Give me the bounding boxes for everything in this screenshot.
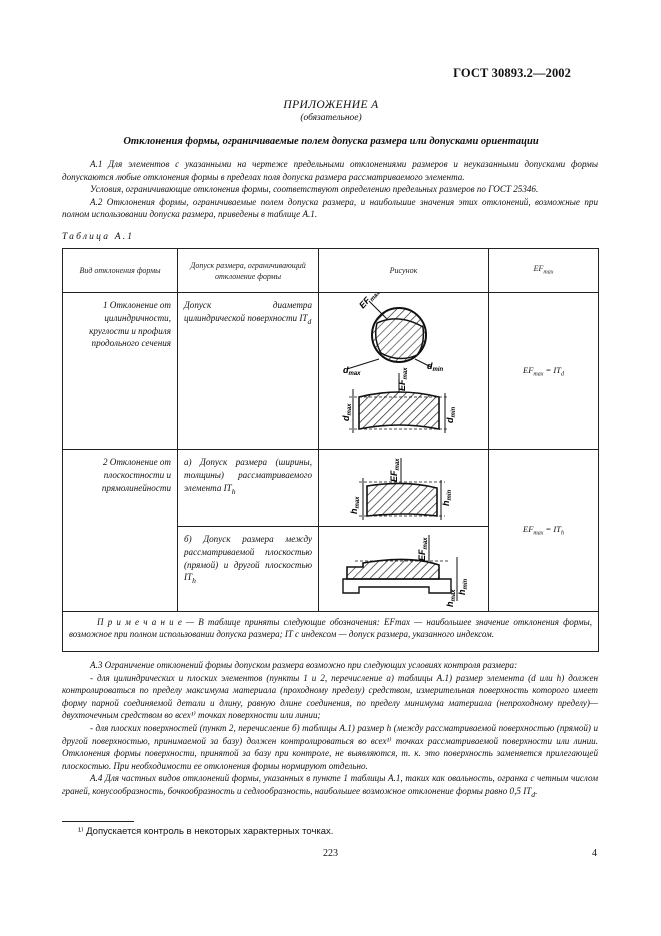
row1-tolerance-sub: d xyxy=(307,316,312,326)
row1-ef-text: EF xyxy=(523,364,534,375)
paragraph-a4-sub: d xyxy=(531,789,536,799)
paragraph-a3-2: - для плоских поверхностей (пункт 2, перечисление б) таблицы А.1) размер h (между рассматриваемой поверхностью (прямой) и другой поверхностью, принимаемой за базу) должен контролироваться во всех¹⁾ точках рассматриваемой поверхности или линии. Отклонения формы поверхности, принятой за базу при контроле, не выявляются, т. к. это поверхность заменяется прилегающей плоскостью. При необходимости ее отклонения формы нормируют отдельно. xyxy=(62,722,598,771)
row1-ef-eq-sub: d xyxy=(560,371,564,378)
footnote: ¹⁾ Допускается контроль в некоторых характерных точках. xyxy=(78,826,334,837)
plate-figure xyxy=(319,450,487,524)
fig2a-hmax-label: $h_{max}$ xyxy=(349,496,361,514)
row1-figure-cell xyxy=(319,293,489,450)
header-kind: Вид отклонения формы xyxy=(63,249,178,293)
row2-ef-sub: max xyxy=(533,530,544,537)
row1-tolerance-text: Допуск диаметра цилиндрической поверхности IT xyxy=(184,300,312,323)
cross-section-circle xyxy=(372,308,426,362)
row2-ef-eq-sub: h xyxy=(560,530,564,537)
paragraph-a1b: Условия, ограничивающие отклонения формы, соответствуют определению предельных размеров по ГОСТ 25346. xyxy=(90,184,539,195)
row1-kind-cell xyxy=(63,293,178,450)
cylinder-figure xyxy=(319,293,487,447)
row2-ef xyxy=(489,450,599,612)
row2a-figure-cell xyxy=(319,450,489,527)
table-caption: Таблица А.1 xyxy=(62,232,135,242)
row2-kind: 2 Отклонение от плоскостности и прямолинейности xyxy=(101,457,171,493)
row2a-tolerance-cell xyxy=(178,450,319,527)
row2a-tolerance-sub: h xyxy=(231,486,236,496)
table-note: П р и м е ч а н и е — В таблице приняты следующие обозначения: EFmax — наибольшее значение отклонения формы, возможное при полном использовании допуска размера; IT с индексом — допуск размера, указанного индексом. xyxy=(69,617,592,640)
row1-ef-sub: max xyxy=(533,371,544,378)
appendix-subtitle: (обязательное) xyxy=(300,113,362,123)
fig1-ef-label: $EF_{max}$ xyxy=(357,293,382,311)
fig1-dmax-side-label: $d_{max}$ xyxy=(341,403,353,421)
row2-ef-text: EF xyxy=(523,524,534,535)
appendix-title: ПРИЛОЖЕНИЕ А xyxy=(283,99,379,111)
fig2b-hmax-label: $h_{max}$ xyxy=(445,589,457,607)
header-tolerance: Допуск размера, ограничивающий отклонение формы xyxy=(178,249,319,293)
page-number: 223 xyxy=(323,848,338,859)
standard-header: ГОСТ 30893.2—2002 xyxy=(453,66,571,80)
fig2b-ef-label: $EF_{max}$ xyxy=(417,537,429,561)
fig1-dmin-side-label: $d_{min}$ xyxy=(445,406,457,423)
table-note-cell xyxy=(63,612,599,652)
row2a-tolerance xyxy=(178,450,318,504)
fig1-dmin-label: $d_{min}$ xyxy=(427,361,444,373)
footnote-divider xyxy=(62,821,134,822)
row1-tolerance-cell xyxy=(178,293,319,450)
table-row xyxy=(63,450,599,527)
row2b-tolerance-cell xyxy=(178,527,319,612)
fig1-dmax-label: $d_{max}$ xyxy=(343,365,361,377)
paragraph-a4 xyxy=(62,772,598,801)
row2b-tolerance-sub: h xyxy=(192,576,196,586)
row2b-tolerance xyxy=(178,527,318,594)
paragraph-a4-text: А.4 Для частных видов отклонений формы, указанных в пункте 1 таблицы А.1, таких как овальность, огранка с четным числом граней, конусообразность, бочкообразность и седлообразность, наибольшее возможное отклонение формы равно 0,5 IT xyxy=(62,773,598,796)
table-note-row xyxy=(63,612,599,652)
row2-kind-cell xyxy=(63,450,178,612)
row2b-figure-cell xyxy=(319,527,489,612)
stepped-part-figure xyxy=(319,527,487,609)
deviation-table xyxy=(62,248,599,652)
paragraph-a4-end: . xyxy=(535,785,538,796)
paragraph-a1: А.1 Для элементов с указанными на чертеже предельными отклонениями размеров и неуказанными допусками формы допускаются любые отклонения формы в пределах поля допуска размера рассматриваемого элемента. xyxy=(62,159,598,182)
paragraph-a3: А.3 Ограничение отклонений формы допуском размера возможно при следующих условиях контроля размера: xyxy=(90,660,518,670)
row2b-tolerance-text: б) Допуск размера между рассматриваемой плоскостью (прямой) и другой плоскостью IT xyxy=(184,534,312,583)
barrel-profile xyxy=(349,392,449,429)
fig2a-hmin-label: $h_{min}$ xyxy=(441,489,453,506)
paragraph-a3-1: - для цилиндрических и плоских элементов (пункты 1 и 2, перечисление а) таблицы А.1) размер элемента (d или h) должен контролироваться по пределу максимума материала (проходному пределу) средством, измерительная поверхность которого имеет форму парной соединяемой детали и длину, равную длине соединения, по пределу минимума материала (непроходному пределу)— двухточечным средством во всех¹⁾ точках поверхности или линии; xyxy=(62,672,598,721)
paragraph-a2: А.2 Отклонения формы, ограничиваемые полем допуска размера, и наибольшие значения этих отклонений, возможные при полном использовании допуска размера, приведены в таблице А.1. xyxy=(62,196,598,220)
row1-tolerance xyxy=(178,293,318,334)
fig1-ef-side-label: $EF_{max}$ xyxy=(397,367,409,391)
row1-kind: 1 Отклонение от цилиндричности, круглости и профиля продольного сечения xyxy=(89,300,171,349)
fig2a-ef-label: $EF_{max}$ xyxy=(389,458,401,482)
intro-paragraphs xyxy=(62,158,598,221)
body-paragraphs xyxy=(62,659,598,801)
row2a-tolerance-text: а) Допуск размера (ширины, толщины) рассматриваемого элемента IT xyxy=(184,457,312,493)
header-ef xyxy=(489,249,599,293)
table-row xyxy=(63,293,599,450)
header-ef-sub: max xyxy=(543,269,554,276)
sheet-number: 4 xyxy=(592,848,597,859)
table-header-row xyxy=(63,249,599,293)
fig2b-hmin-label: $h_{min}$ xyxy=(457,578,469,595)
row2-ef-eq: = IT xyxy=(543,524,561,535)
header-ef-base: EF xyxy=(533,263,544,273)
section-title: Отклонения формы, ограничиваемые полем допуска размера или допусками ориентации xyxy=(123,136,539,147)
header-figure: Рисунок xyxy=(319,249,489,293)
row1-ef-eq: = IT xyxy=(543,364,561,375)
row1-ef xyxy=(489,293,599,450)
